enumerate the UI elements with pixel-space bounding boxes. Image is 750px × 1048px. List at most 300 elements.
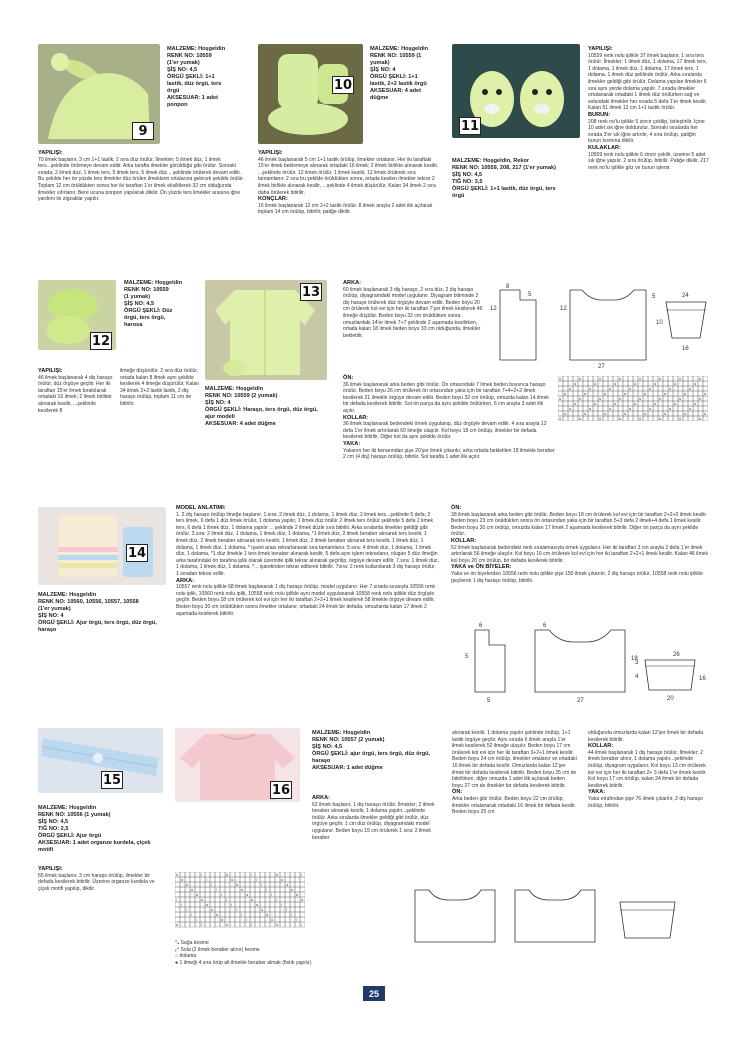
grid-symbol: o — [679, 416, 682, 421]
grid-symbol: o — [679, 396, 682, 401]
grid-cell — [693, 411, 698, 416]
grid-cell — [683, 376, 688, 381]
grid-cell — [568, 416, 573, 421]
grid-cell — [673, 386, 678, 391]
grid-symbol: o — [689, 406, 692, 411]
item-badge: 14 — [127, 545, 147, 561]
grid-cell — [568, 391, 573, 396]
grid-cell — [633, 391, 638, 396]
grid-symbol: / — [216, 887, 218, 892]
grid-cell — [255, 887, 260, 892]
grid-symbol: o — [584, 391, 587, 396]
grid-cell — [683, 401, 688, 406]
grid-cell — [185, 917, 190, 922]
grid-symbol: / — [196, 917, 198, 922]
grid-cell — [578, 401, 583, 406]
grid-symbol: o — [221, 917, 224, 922]
grid-symbol: o — [659, 396, 662, 401]
grid-cell — [190, 872, 195, 877]
grid-cell — [588, 376, 593, 381]
grid-cell — [618, 381, 623, 386]
grid-cell — [245, 872, 250, 877]
grid-cell — [185, 892, 190, 897]
grid-cell — [255, 922, 260, 927]
instructions: ARKA: 60 ilmek başlanarak 3 diş haraşo, 2 sıra düz, 2 diş haraşo örülüp, diyagramdaki model uygulanır. Diyagram bitiminde 2 diş haraşo örülerek düz örgüyle devam edilir. Beden boyu 20 cm örülerek kol evi için her iki taraftan 7'şer ilmek kesilerek 46 ilmeğe düşülür. Beden boyu 32 cm örüldükten sonra omuzlardaki 14'er ilmek 7+7 şeklinde 2 aşamada kesilirken, ortada kalan 18 ilmek beden boyu 33 cm olduğunda, ilmekler bekletilir. — [343, 280, 483, 339]
item-badge: 9 — [132, 122, 154, 140]
grid-symbol: / — [181, 902, 183, 907]
schematic-14 — [455, 620, 710, 705]
grid-symbol: o — [654, 381, 657, 386]
grid-symbol: o — [684, 391, 687, 396]
grid-cell — [205, 882, 210, 887]
grid-symbol: o — [579, 416, 582, 421]
grid-symbol: o — [649, 406, 652, 411]
grid-cell — [588, 411, 593, 416]
grid-cell — [175, 887, 180, 892]
grid-cell — [295, 872, 300, 877]
grid-cell — [643, 401, 648, 406]
grid-symbol: o — [261, 907, 264, 912]
grid-cell — [250, 882, 255, 887]
item-badge: 10 — [333, 77, 353, 93]
grid-symbol: o — [286, 882, 289, 887]
instructions: YAPILIŞI: 10559 renk nolu iplikle 37 ilmek başlanır, 1 sıra ters örülür. İlmekler; 1 ilmek düz, 1 dolama, 17 ilmek ters, 1 dolama, 1 ilmek düz, 1 dolama, 17 ilmek ters, 1 dolama, 1 ilmek düz şeklinde örülür. Arka sıralarda ilmekler geldiği gibi örülür. Dolama yapılan ilmekler 6 sıra aynı yerde dolama yapılır. 7.sırada ilmekler ortalanarak ortadaki 1 ilmek düz örülürken sağ ve solundaki ilmekler her sırada 5 defa 1'er ilmek kesilir. Kalan 51 ilmek 12 cm 1+1 lastik örülür. BURUN: 208 renk no'lu iplikle 5 zincir çekilip, birleştirilir. İçine 10 adet sık iğne doldurulur. Sonraki sıralarda her sırada 3'er sık iğne artırılır, 4 sıra örülüp, patiğin burun kısmına dikilir. KULAKLAR: 10559 renk nolu iplikle 6 zincir çekilir, üzerine 5 adet sık iğne yapılır. 2 sıra örülüp, bitirilir. Patiğe dikilir. 217 renk no'lu iplikle göz ve burun işlenir. — [588, 46, 709, 171]
grid-cell — [185, 887, 190, 892]
grid-cell — [235, 917, 240, 922]
dim-label: 20 — [667, 696, 674, 702]
grid-cell — [240, 897, 245, 902]
grid-cell — [260, 892, 265, 897]
dim-label: 5 — [652, 294, 656, 300]
grid-symbol: / — [271, 892, 273, 897]
grid-cell — [633, 416, 638, 421]
grid-cell — [195, 882, 200, 887]
grid-symbol: o — [669, 406, 672, 411]
grid-cell — [215, 902, 220, 907]
grid-symbol: o — [684, 411, 687, 416]
grid-symbol: o — [266, 912, 269, 917]
grid-cell — [180, 907, 185, 912]
grid-cell — [623, 416, 628, 421]
grid-cell — [588, 416, 593, 421]
grid-symbol: o — [559, 376, 562, 381]
grid-symbol: / — [296, 917, 298, 922]
grid-cell — [250, 902, 255, 907]
grid-cell — [220, 902, 225, 907]
grid-cell — [180, 917, 185, 922]
grid-symbol: o — [291, 887, 294, 892]
grid-cell — [678, 386, 683, 391]
grid-cell — [648, 376, 653, 381]
grid-cell — [180, 912, 185, 917]
grid-cell — [295, 882, 300, 887]
grid-symbol: o — [241, 887, 244, 892]
grid-symbol: o — [604, 391, 607, 396]
grid-cell — [215, 877, 220, 882]
grid-symbol: o — [579, 376, 582, 381]
dim-label: 5 — [465, 654, 469, 660]
grid-cell — [300, 907, 305, 912]
grid-cell — [603, 396, 608, 401]
grid-cell — [703, 381, 708, 386]
grid-cell — [260, 917, 265, 922]
grid-symbol: / — [176, 897, 178, 902]
grid-cell — [240, 902, 245, 907]
grid-cell — [195, 902, 200, 907]
material-list: MALZEME: Hoşgeldin RENK NO: 10556 (1 yumak) ŞİŞ NO: 4,5 TIĞ NO: 2,5 ÖRGÜ ŞEKLİ: Ajur örgü AKSESUAR: 1 adet organze kurdela, çiçek motifi — [38, 805, 151, 853]
grid-symbol: o — [574, 401, 577, 406]
grid-cell — [608, 396, 613, 401]
grid-cell — [290, 902, 295, 907]
grid-symbol: / — [266, 887, 268, 892]
grid-cell — [593, 411, 598, 416]
grid-symbol: o — [589, 386, 592, 391]
knitting-chart-13 — [558, 376, 708, 421]
grid-cell — [568, 411, 573, 416]
grid-cell — [270, 907, 275, 912]
grid-symbol: / — [221, 892, 223, 897]
grid-symbol: o — [659, 376, 662, 381]
grid-cell — [300, 882, 305, 887]
grid-cell — [628, 391, 633, 396]
grid-symbol: o — [609, 386, 612, 391]
grid-symbol: / — [261, 882, 263, 887]
dim-label: 6 — [543, 623, 547, 629]
grid-cell — [653, 411, 658, 416]
grid-symbol: o — [674, 381, 677, 386]
legend-mark: ⤡ — [175, 940, 181, 946]
grid-cell — [593, 386, 598, 391]
grid-cell — [668, 416, 673, 421]
grid-cell — [225, 907, 230, 912]
instructions: YAPILIŞI: 46 ilmek başlanarak 4 diş haraşo örülür, düz örgüye geçilir. Her iki taraftan 15'er ilmek bırakılarak ortadaki 16 ilmek; 2 ilmek birlikte alınarak kesilir, ...şeklinde kesilerek 8 — [38, 368, 113, 414]
grid-cell — [658, 386, 663, 391]
grid-cell — [255, 892, 260, 897]
grid-cell — [638, 401, 643, 406]
grid-cell — [643, 381, 648, 386]
grid-cell — [648, 396, 653, 401]
grid-cell — [613, 406, 618, 411]
grid-symbol: o — [704, 391, 707, 396]
grid-cell — [698, 401, 703, 406]
grid-cell — [210, 897, 215, 902]
grid-cell — [280, 882, 285, 887]
grid-cell — [618, 401, 623, 406]
instructions: YAPILIŞI: 70 ilmek başlanır, 3 cm 1+1 lastik, 2 sıra düz örülür. İlmekler; 5 ilmek düz, 1 ilmek ters...şeklinde örülmeye devam edilir. Arka tarafta ilmekler görüldüğü gibi örülür. Sonraki sırada; 2 ilmek düz, 1 ilmek ters, 5 ilmek ters, 5 ilmek düz... şeklinde örülerek devam edilir. Bu şekilde her ön yüzde ters ilmekler düz örülen ilmeklerin ortalarına gelecek şekilde örülür. Toplam 12 cm örüldükten sonra her iki taraftan 1'er ilmek eksiltilerek 32 cm olduğunda ilmekler sıfırlanır. Bere ucuna ponpon yapılarak dikilir. Ön yüzde ters ilmekler arasına iğne yardımı ile zigzaklar yapılır. — [38, 150, 245, 203]
grid-symbol: / — [246, 917, 248, 922]
grid-cell — [633, 406, 638, 411]
grid-cell — [295, 902, 300, 907]
grid-cell — [673, 406, 678, 411]
grid-symbol: o — [639, 376, 642, 381]
grid-cell — [220, 907, 225, 912]
grid-cell — [275, 882, 280, 887]
grid-cell — [195, 907, 200, 912]
grid-cell — [205, 912, 210, 917]
grid-cell — [573, 406, 578, 411]
grid-cell — [668, 396, 673, 401]
grid-cell — [608, 411, 613, 416]
grid-symbol: / — [301, 872, 303, 877]
grid-cell — [643, 396, 648, 401]
grid-cell — [230, 892, 235, 897]
grid-cell — [245, 882, 250, 887]
grid-symbol: / — [186, 907, 188, 912]
grid-cell — [260, 912, 265, 917]
grid-cell — [270, 872, 275, 877]
grid-cell — [220, 922, 225, 927]
grid-symbol: / — [286, 907, 288, 912]
grid-symbol: o — [624, 391, 627, 396]
knitting-chart-16 — [175, 872, 305, 930]
grid-cell — [573, 411, 578, 416]
grid-symbol: o — [599, 396, 602, 401]
grid-symbol: o — [619, 396, 622, 401]
grid-symbol: o — [181, 877, 184, 882]
grid-cell — [240, 877, 245, 882]
material-list: MALZEME: Hoşgeldin RENK NO: 10560, 10556, 10557, 10558 (1'er yumak) ŞİŞ NO: 4 ÖRGÜ ŞEKLİ: Ajur örgü, ters örgü, düz örgü, haraşo — [38, 592, 157, 633]
grid-cell — [275, 877, 280, 882]
grid-cell — [280, 912, 285, 917]
grid-cell — [290, 872, 295, 877]
grid-cell — [250, 912, 255, 917]
grid-cell — [673, 416, 678, 421]
grid-symbol: o — [276, 872, 279, 877]
grid-cell — [190, 892, 195, 897]
grid-cell — [235, 897, 240, 902]
instructions-continued: ilmeğe düşürülür. 2 sıra düz örülür, ortada kalan 8 ilmek aynı şekilde kesilerek 4 ilmeğe düşürülür. Kalan 34 ilmek 2+2 lastik lastik, 2 diş haraşo örülüp, toplam 11 cm de bitirilir. — [120, 368, 199, 407]
grid-cell — [573, 391, 578, 396]
grid-cell — [285, 887, 290, 892]
grid-cell — [578, 406, 583, 411]
grid-cell — [255, 912, 260, 917]
grid-cell — [683, 416, 688, 421]
material-list: MALZEME: Hoşgeldin RENK NO: 10559 (2 yumak) ŞİŞ NO: 4 ÖRGÜ ŞEKLİ: Haraşo, ters örgü, düz örgü, ajur modeli AKSESUAR: 4 adet düğme — [205, 386, 318, 427]
grid-cell — [688, 391, 693, 396]
grid-cell — [598, 401, 603, 406]
grid-cell — [295, 877, 300, 882]
grid-cell — [638, 386, 643, 391]
item-badge: 13 — [301, 284, 321, 300]
grid-cell — [210, 892, 215, 897]
grid-cell — [290, 922, 295, 927]
grid-symbol: / — [251, 922, 253, 927]
dim-label: 16 — [699, 676, 706, 682]
grid-cell — [568, 396, 573, 401]
grid-cell — [678, 401, 683, 406]
grid-cell — [300, 912, 305, 917]
grid-cell — [658, 381, 663, 386]
grid-cell — [623, 381, 628, 386]
dim-label: 5 — [487, 698, 491, 704]
grid-cell — [583, 396, 588, 401]
grid-cell — [663, 376, 668, 381]
grid-cell — [678, 381, 683, 386]
grid-cell — [663, 416, 668, 421]
grid-cell — [703, 376, 708, 381]
grid-symbol: o — [176, 872, 179, 877]
grid-cell — [240, 892, 245, 897]
grid-symbol: o — [669, 386, 672, 391]
grid-cell — [225, 882, 230, 887]
dim-label: 27 — [577, 698, 584, 704]
grid-cell — [260, 922, 265, 927]
grid-cell — [230, 912, 235, 917]
grid-cell — [230, 917, 235, 922]
item-badge: 11 — [460, 118, 480, 134]
grid-symbol: o — [629, 406, 632, 411]
grid-cell — [653, 386, 658, 391]
dim-label: 18 — [631, 656, 638, 662]
grid-cell — [175, 907, 180, 912]
grid-cell — [295, 907, 300, 912]
grid-cell — [295, 922, 300, 927]
grid-cell — [215, 897, 220, 902]
grid-symbol: o — [196, 892, 199, 897]
grid-symbol: o — [206, 902, 209, 907]
grid-cell — [300, 877, 305, 882]
grid-symbol: o — [301, 897, 304, 902]
grid-cell — [558, 401, 563, 406]
grid-cell — [200, 912, 205, 917]
grid-cell — [225, 912, 230, 917]
grid-cell — [663, 396, 668, 401]
grid-cell — [245, 902, 250, 907]
grid-cell — [215, 892, 220, 897]
grid-cell — [603, 401, 608, 406]
grid-cell — [180, 887, 185, 892]
grid-cell — [250, 877, 255, 882]
grid-symbol: / — [291, 912, 293, 917]
grid-cell — [205, 917, 210, 922]
grid-cell — [195, 872, 200, 877]
grid-cell — [200, 887, 205, 892]
grid-cell — [190, 897, 195, 902]
grid-cell — [588, 391, 593, 396]
grid-cell — [180, 882, 185, 887]
grid-symbol: o — [634, 401, 637, 406]
grid-cell — [290, 897, 295, 902]
grid-cell — [280, 922, 285, 927]
material-list: MALZEME: Hoşgeldin RENK NO: 10559 (1'er yumak) ŞİŞ NO: 4,5 ÖRGÜ ŞEKLİ: 1+1 lastik, düz örgü, ters örgü AKSESUAR: 1 adet ponpon — [167, 46, 226, 108]
grid-cell — [250, 907, 255, 912]
dim-label: 10 — [656, 320, 663, 326]
grid-symbol: o — [694, 401, 697, 406]
grid-cell — [230, 907, 235, 912]
grid-cell — [265, 897, 270, 902]
grid-cell — [195, 922, 200, 927]
grid-cell — [235, 922, 240, 927]
grid-cell — [663, 401, 668, 406]
grid-cell — [628, 411, 633, 416]
grid-cell — [613, 386, 618, 391]
grid-cell — [578, 386, 583, 391]
grid-cell — [678, 406, 683, 411]
dim-label: 5 — [528, 292, 532, 298]
grid-cell — [290, 917, 295, 922]
grid-symbol: o — [211, 907, 214, 912]
grid-cell — [613, 411, 618, 416]
grid-cell — [598, 386, 603, 391]
grid-cell — [200, 907, 205, 912]
schematic-16 — [405, 880, 705, 950]
grid-cell — [648, 391, 653, 396]
grid-cell — [563, 381, 568, 386]
grid-symbol: o — [564, 411, 567, 416]
grid-cell — [235, 872, 240, 877]
grid-cell — [185, 897, 190, 902]
grid-symbol: o — [296, 892, 299, 897]
grid-symbol: o — [654, 401, 657, 406]
grid-symbol: o — [694, 381, 697, 386]
grid-cell — [205, 922, 210, 927]
grid-cell — [295, 897, 300, 902]
grid-cell — [653, 406, 658, 411]
grid-cell — [285, 917, 290, 922]
grid-symbol: o — [664, 391, 667, 396]
grid-cell — [653, 416, 658, 421]
dim-label: 3 — [635, 660, 639, 666]
grid-symbol: o — [619, 376, 622, 381]
grid-cell — [563, 401, 568, 406]
grid-cell — [195, 897, 200, 902]
grid-cell — [290, 892, 295, 897]
grid-cell — [270, 877, 275, 882]
grid-cell — [215, 917, 220, 922]
grid-symbol: o — [589, 406, 592, 411]
grid-symbol: o — [236, 882, 239, 887]
grid-cell — [190, 877, 195, 882]
instructions: YAPILIŞI: 46 ilmek başlanarak 5 cm 1+1 lastik örülüp, ilmekler ortalanır. Her iki taraftaki 15'er ilmek beklemeye alınarak ortadaki 16 ilmek; 2 ilmek birlikte alınarak kesilir, ...şeklinde örülür. 12 ilmek örülür, 1 ilmek kesilir, 12 ilmek örülerek sıra tamamlanır. 2 sıra bu şekilde örüldükten sonra, ortada kesilen ilmekler tekrar 2 ilmek birlikte alınarak kesilir, ...şeklinde 4 ilmek düşürülür. Kalan 34 ilmek 2 sıra daha örülerek bitirilir. KONÇLAR: 16 ilmek başlanarak 12 cm 2+2 lastik örülür. 8 ilmek arayla 2 adet ilik açılarak toplam 14 cm örülüp, bitirilir, patiğe dikilir. — [258, 150, 439, 216]
grid-cell — [290, 877, 295, 882]
grid-cell — [200, 877, 205, 882]
grid-cell — [275, 907, 280, 912]
grid-symbol: o — [699, 376, 702, 381]
grid-cell — [703, 416, 708, 421]
grid-cell — [618, 386, 623, 391]
grid-cell — [693, 386, 698, 391]
instructions-continued: ÖN: 38 ilmek başlanarak arka beden gibi örülür. Beden boyu 18 cm örülerek kol evi için bir taraftan 2+2+2 ilmek kesilir. Beden boyu 23 cm örüldükten sonra ön ortasından yaka için bir taraftan 5+3 defa 2 ilmek+4 defa 1 ilmek kesilir. Beden boyu 30 cm örülüp, omuzda kalan 17 ilmek 2 aşamada kesilerek bitirilir. Diğer ön parça da aynı şekilde örülür. KOLLAR: 52 ilmek başlanarak bedendeki renk sıralamasıyla örnek uygulanır. Her iki taraftan 3 cm arayla 2 defa 1'er ilmek artırılarak 56 ilmeğe ulaşılır. Kol boyu 16 cm örülerek kol evi için her iki taraftan 2+2+1 ilmek kesilir. Kalan 46 ilmek kol boyu 20 cm örülüp, bir defada kesilerek bitirilir. YAKA ve ÖN BİYELER: Yaka ve ön biyelerden 10556 renk nolu iplikle şişe 150 ilmek çıkarılır, 2 diş haraşo örülür, 10558 renk nolu iplikle geçilerek 1 diş haraşo örülüp, bitirilir. — [451, 505, 709, 584]
grid-cell — [245, 922, 250, 927]
grid-symbol: / — [281, 902, 283, 907]
grid-cell — [245, 877, 250, 882]
grid-cell — [245, 897, 250, 902]
grid-cell — [185, 872, 190, 877]
grid-cell — [300, 887, 305, 892]
grid-cell — [603, 376, 608, 381]
grid-cell — [240, 922, 245, 927]
grid-cell — [668, 376, 673, 381]
grid-cell — [703, 401, 708, 406]
grid-symbol: o — [226, 922, 229, 927]
grid-cell — [255, 907, 260, 912]
grid-symbol: / — [206, 877, 208, 882]
grid-cell — [618, 406, 623, 411]
grid-cell — [638, 406, 643, 411]
grid-cell — [235, 892, 240, 897]
grid-cell — [698, 386, 703, 391]
grid-symbol: o — [584, 411, 587, 416]
grid-cell — [210, 912, 215, 917]
grid-cell — [588, 396, 593, 401]
grid-symbol: o — [559, 396, 562, 401]
dim-label: 26 — [673, 652, 680, 658]
grid-cell — [643, 376, 648, 381]
grid-symbol: o — [176, 922, 179, 927]
grid-symbol: o — [609, 406, 612, 411]
grid-cell — [275, 887, 280, 892]
grid-cell — [593, 391, 598, 396]
